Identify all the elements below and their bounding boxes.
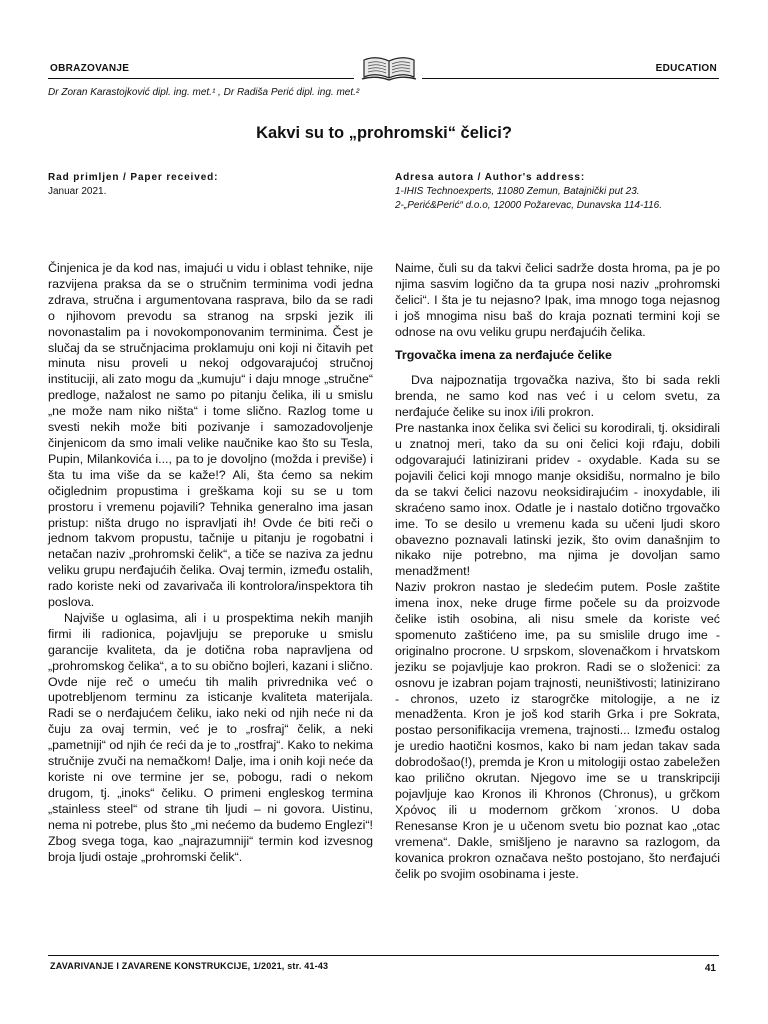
body-paragraph: Pre nastanka inox čelika svi čelici su korodirali, tj. oksidirali u znatnoj meri, tako da su oni čelici koji rđaju, dobili odgovarajući latinizirani pridev - oxydable. Kada su se pojavili čelici koji mnogo manje oksidišu, normalno je bilo da se takvi čelici nazovu neoksidirajućim - inoxydable, ili skraćeno samo inox. Odatle je i nastalo dotično trgovačko ime. To se desilo u vremenu kada su učeni ljudi skoro obavezno poznavali latinski jezik, što ovim današnjim to nikako nije potrebno, ma njima je dovoljan samo menadžment! xyxy=(395,421,720,579)
address-block xyxy=(395,171,662,213)
page-number: 41 xyxy=(704,963,716,974)
address-heading: Adresa autora / Author's address: xyxy=(395,172,586,183)
address-line-2: 2-„Perić&Perić“ d.o.o, 12000 Požarevac, Dunavska 114-116. xyxy=(395,200,662,211)
open-book-icon xyxy=(360,52,418,82)
section-label-right: EDUCATION xyxy=(655,63,717,74)
footer-rule xyxy=(48,955,719,956)
body-paragraph: Naziv prokron nastao je sledećim putem. Posle zaštite imena inox, neke druge firme počele su da proizvode čelike istih osobina, ali nisu smele da koriste već spomenuto zaštićeno ime, pa su smislile drugo ime - originalno procrone. U srpskom, slovenačkom i hrvatskom jeziku se pojavljuje kao prokron. Radi se o složenici: za osnovu je izabran pojam trajnosti, neuništivosti; latinizirano - chronos, uzeto iz starogrčke mitologije, a ne iz menadženta. Kron je još kod starih Grka i pre Sokrata, postao personifikacija vremena, trajnosti... Između ostalog je uredio haotični kosmos, kako bi nam jedan takav sada dobrodošao(!), premda je Kron u mitologiji ostao zabeležen kao prilično okrutan. Njegovo ime se u transkripciji pojavljuje kao Kronos ili Khronos (Chronus), u grčkom Χρόνος ili u modernom grčkom ˈxronos. U doba Renesanse Kron je u učenom svetu bio poznat kao „otac vremena“. Dakle, smišljeno je naravno sa razlogom, da kovanica prokron označava nešto postojano, što nerđajući čelik po svojim osobinama i jeste. xyxy=(395,580,720,881)
address-line-1: 1-IHIS Technoexperts, 11080 Zemun, Batajnički put 23. xyxy=(395,186,640,197)
header-rule-right xyxy=(422,78,719,79)
body-paragraph: Najviše u oglasima, ali i u prospektima nekih manjih firmi ili radionica, pojavljuju se preporuke u smislu garancije kvaliteta, da je dotična roba napravljena od „prohromskog čelika“, a to su obično bojleri, kazani i slično. Ovde nije reč o umeću tih malih privrednika već o upotrebljenom terminu za isticanje kvaliteta materijala. Radi se o nerđajućem čeliku, iako neki od njih neće ni da čuju za ovaj termin, već je to „rosfraj“ čelik, a neki „pametniji“ od njih će reći da je to „rostfraj“. Kako to nekima stručnije zvuči na nemačkom! Dalje, ima i onih koji neće da koriste ni ove termine jer se, pobogu, radi o nekom drugom, tj. „inoks“ čeliku. O primeni engleskog termina „stainless steel“ od strane tih ljudi – ni govora. Uistinu, nema ni potrebe, plus što „mi nećemo da budemo Englezi“! Zbog svega toga, kao „najrazumniji“ termin kod izvesnog broja ljudi ostaje „prohromski čelik“. xyxy=(48,610,373,864)
right-column xyxy=(395,261,720,882)
author-line: Dr Zoran Karastojković dipl. ing. met.¹ , Dr Radiša Perić dipl. ing. met.² xyxy=(48,87,360,98)
header-rule-left xyxy=(48,78,354,79)
article-title: Kakvi su to „prohromski“ čelici? xyxy=(256,124,512,142)
received-block xyxy=(48,171,218,199)
received-date: Januar 2021. xyxy=(48,186,107,197)
body-paragraph: Činjenica je da kod nas, imajući u vidu i oblast tehnike, nije razvijena praksa da se o stručnim terminima vodi jedna zdrava, stručna i argumentovana rasprava, bilo da se radi o njihovom prevodu sa stranog na srpski jezik ili novonastalim pa i novokomponovanim terminima. Čest je slučaj da se stručnjacima proklamuju oni koji ni čitavih pet minuta nisu proveli u nekoj odgovarajućoj stručnoj instituciji, ali zato mogu da „kumuju“ i daju mnoge „stručne“ predloge, nažalost ne samo po pitanju čelika, ili u smislu „ne može nam niko ništa“ i tome slično. Razlog tome u svesti nekih može biti pozivanje i samozadovoljenje činjenicom da smo imali velike naučnike kao što su Tesla, Pupin, Milankovića i..., pa to je dovoljno (možda i previše) i šta tu ima više da se kaže!? Ali, šta ćemo sa nekim očiglednim propustima i greškama koji su se u tom prostoru i vremenu pojavili? Tehnika generalno ima jasan pristup: ništa drugo no ispravljati ih! Ovde će biti reči o jednom takvom propustu, tačnije u pitanju je rogobatni i netačan naziv „prohromski čelik“, a tiče se naziva za jednu veliku grupu nerđajućih čelika. Ovaj termin, između ostalih, rado koriste neki od zavarivača ili kontrolora/inspektora tih poslova. xyxy=(48,261,373,610)
left-column xyxy=(48,261,373,865)
body-paragraph: Dva najpoznatija trgovačka naziva, što bi sada rekli brenda, ne samo kod nas već i u celom svetu, za nerđajuće čelike su inox i/ili prokron. xyxy=(395,373,720,420)
body-paragraph: Naime, čuli su da takvi čelici sadrže dosta hroma, pa je po njima sasvim logično da ta grupa nosi naziv „prohromski čelici“. I šta je tu nejasno? Ipak, ima mnogo toga nejasnog i još mnogima nisu baš do kraja poznati termini koji se odnose na ovu veliku grupu nerđajućih čelika. xyxy=(395,261,720,339)
section-label-left: OBRAZOVANJE xyxy=(50,63,130,74)
section-heading: Trgovačka imena za nerđajuće čelike xyxy=(395,347,612,362)
journal-citation: ZAVARIVANJE I ZAVARENE KONSTRUKCIJE, 1/2021, str. 41-43 xyxy=(50,961,329,971)
received-heading: Rad primljen / Paper received: xyxy=(48,172,219,183)
